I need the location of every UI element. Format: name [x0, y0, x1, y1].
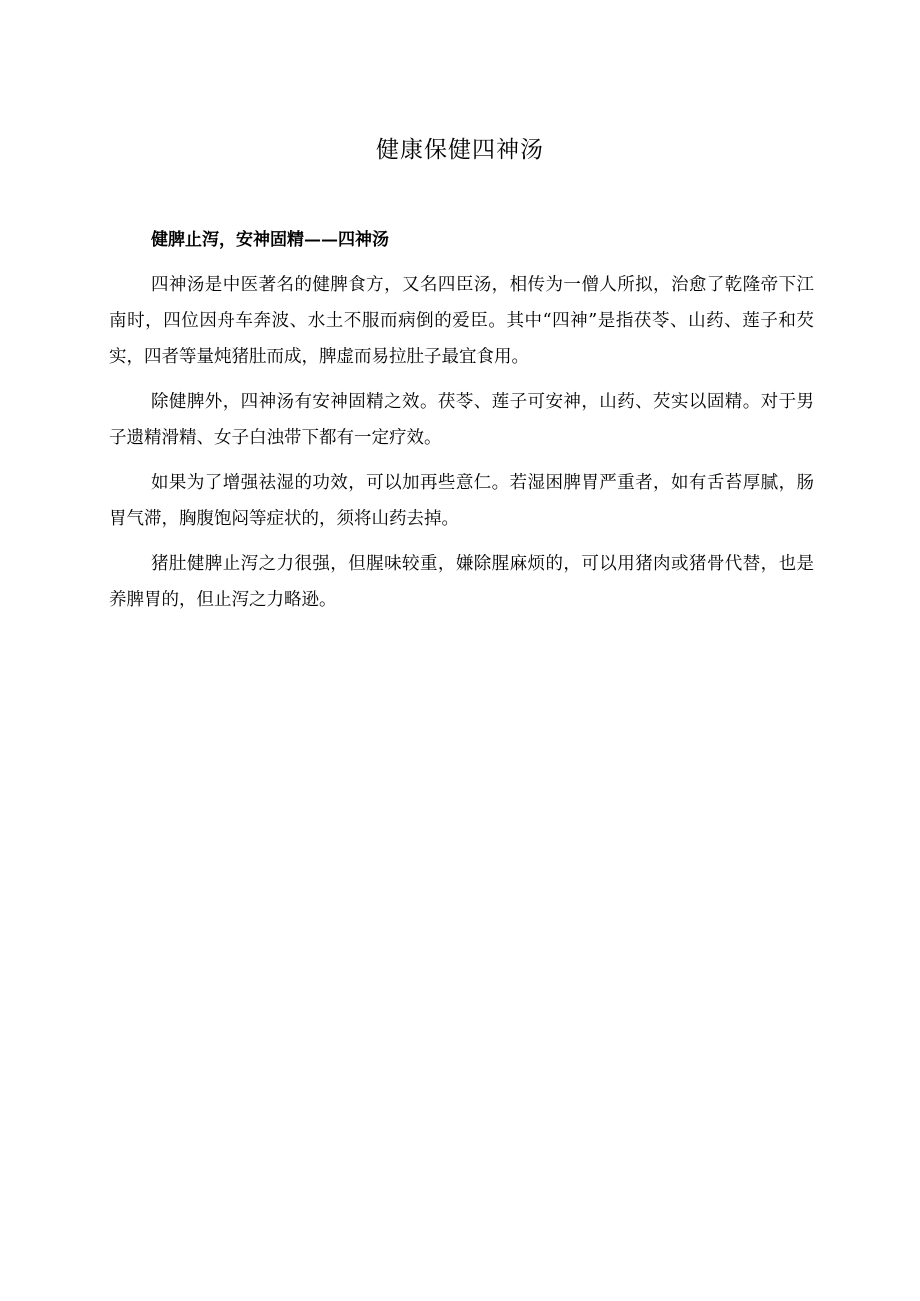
paragraph-3: 如果为了增强祛湿的功效，可以加再些意仁。若湿困脾胃严重者，如有舌苔厚腻，肠胃气滞，胸腹饱闷等症状的，须将山药去掉。 [109, 473, 814, 529]
document-title: 健康保健四神汤 [376, 137, 544, 163]
paragraph-4: 猪肚健脾止泻之力很强，但腥味较重，嫌除腥麻烦的，可以用猪肉或猪骨代替，也是养脾胃的，但止泻之力略逊。 [109, 554, 814, 610]
paragraph-1: 四神汤是中医著名的健脾食方，又名四臣汤，相传为一僧人所拟，治愈了乾隆帝下江南时，四位因舟车奔波、水土不服而病倒的爱臣。其中“四神”是指茯苓、山药、莲子和芡实，四者等量炖猪肚而成，脾虚而易拉肚子最宜食用。 [109, 275, 814, 367]
paragraph-2: 除健脾外，四神汤有安神固精之效。茯苓、莲子可安神，山药、芡实以固精。对于男子遗精滑精、女子白浊带下都有一定疗效。 [109, 392, 814, 448]
section-subtitle: 健脾止泻，安神固精——四神汤 [151, 230, 389, 250]
document-body [109, 222, 814, 627]
